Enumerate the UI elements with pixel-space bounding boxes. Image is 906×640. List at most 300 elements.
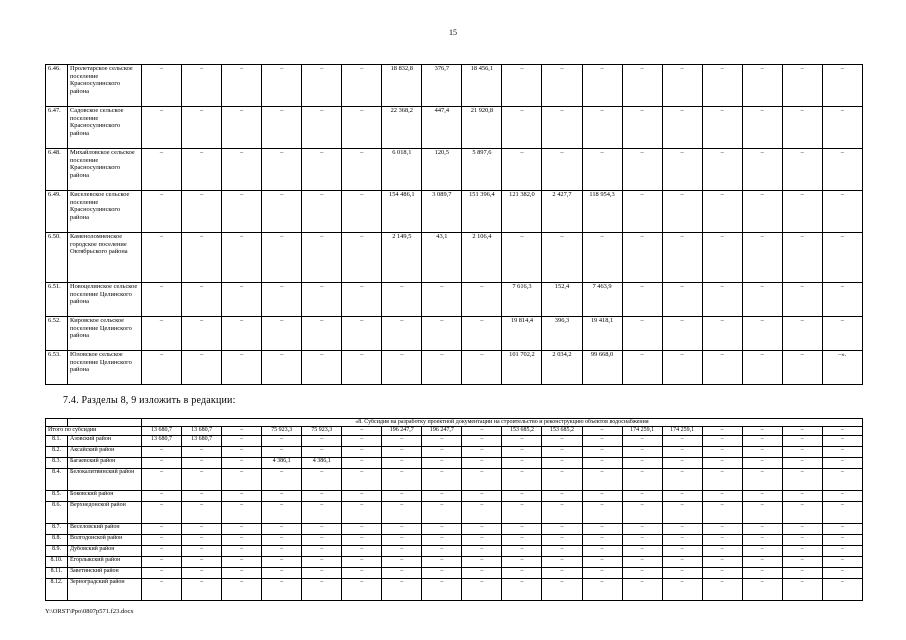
value-cell: – bbox=[742, 317, 782, 351]
value-cell: – bbox=[582, 556, 622, 567]
total-value-cell: 75 923,3 bbox=[302, 427, 342, 435]
file-path-footer: Y:\ORST\Ppo\0807p571.f23.docx bbox=[45, 608, 134, 615]
row-number: 6.49. bbox=[46, 191, 68, 233]
value-cell: – bbox=[622, 501, 662, 523]
value-cell: – bbox=[142, 545, 182, 556]
value-cell: – bbox=[662, 435, 702, 446]
district-name: Боковский район bbox=[68, 490, 142, 501]
subsidy-table bbox=[45, 418, 863, 601]
value-cell: – bbox=[702, 523, 742, 534]
total-value-cell: – bbox=[462, 427, 502, 435]
value-cell: – bbox=[822, 435, 862, 446]
value-cell: – bbox=[382, 578, 422, 600]
value-cell: –». bbox=[822, 351, 862, 385]
value-cell: – bbox=[142, 501, 182, 523]
value-cell: 2 106,4 bbox=[462, 233, 502, 283]
value-cell: – bbox=[782, 556, 822, 567]
table-row bbox=[46, 233, 863, 283]
row-number: 8.4. bbox=[46, 468, 68, 490]
value-cell: – bbox=[662, 523, 702, 534]
value-cell: – bbox=[622, 556, 662, 567]
value-cell: – bbox=[262, 233, 302, 283]
value-cell: – bbox=[582, 468, 622, 490]
table-row bbox=[46, 446, 863, 457]
value-cell: – bbox=[502, 490, 542, 501]
value-cell: – bbox=[142, 107, 182, 149]
value-cell: – bbox=[622, 446, 662, 457]
value-cell: – bbox=[662, 545, 702, 556]
value-cell: – bbox=[302, 317, 342, 351]
total-value-cell: 13 680,7 bbox=[142, 427, 182, 435]
value-cell: 396,3 bbox=[542, 317, 582, 351]
value-cell: – bbox=[422, 490, 462, 501]
value-cell: – bbox=[702, 534, 742, 545]
value-cell: – bbox=[822, 490, 862, 501]
value-cell: – bbox=[182, 490, 222, 501]
value-cell: – bbox=[262, 556, 302, 567]
value-cell: – bbox=[622, 107, 662, 149]
total-value-cell: 174 259,1 bbox=[622, 427, 662, 435]
value-cell: – bbox=[142, 534, 182, 545]
value-cell: – bbox=[782, 523, 822, 534]
value-cell: – bbox=[142, 283, 182, 317]
value-cell: – bbox=[542, 446, 582, 457]
value-cell: – bbox=[662, 65, 702, 107]
value-cell: – bbox=[142, 446, 182, 457]
total-row bbox=[46, 427, 863, 435]
value-cell: – bbox=[462, 468, 502, 490]
value-cell: – bbox=[502, 149, 542, 191]
value-cell: – bbox=[422, 446, 462, 457]
value-cell: 2 427,7 bbox=[542, 191, 582, 233]
value-cell: – bbox=[502, 65, 542, 107]
value-cell: – bbox=[382, 457, 422, 468]
value-cell: – bbox=[742, 191, 782, 233]
value-cell: – bbox=[782, 283, 822, 317]
value-cell: 18 832,8 bbox=[382, 65, 422, 107]
value-cell: – bbox=[222, 107, 262, 149]
value-cell: – bbox=[622, 545, 662, 556]
settlement-name: Кировское сельское поселение Целинского района bbox=[68, 317, 142, 351]
value-cell: – bbox=[822, 446, 862, 457]
value-cell: – bbox=[302, 578, 342, 600]
value-cell: – bbox=[422, 317, 462, 351]
value-cell: – bbox=[222, 501, 262, 523]
value-cell: – bbox=[502, 457, 542, 468]
value-cell: – bbox=[582, 107, 622, 149]
value-cell: – bbox=[702, 351, 742, 385]
value-cell: – bbox=[702, 545, 742, 556]
total-value-cell: 75 923,3 bbox=[262, 427, 302, 435]
value-cell: – bbox=[182, 468, 222, 490]
value-cell: – bbox=[502, 468, 542, 490]
total-value-cell: 196 247,7 bbox=[422, 427, 462, 435]
value-cell: – bbox=[702, 191, 742, 233]
value-cell: – bbox=[742, 567, 782, 578]
value-cell: – bbox=[262, 65, 302, 107]
value-cell: – bbox=[142, 523, 182, 534]
total-value-cell: 153 685,2 bbox=[502, 427, 542, 435]
value-cell: 13 680,7 bbox=[182, 435, 222, 446]
total-value-cell: 153 685,2 bbox=[542, 427, 582, 435]
row-number: 8.11. bbox=[46, 567, 68, 578]
value-cell: – bbox=[822, 578, 862, 600]
settlement-name: Юловское сельское поселение Целинского района bbox=[68, 351, 142, 385]
settlement-name: Каменоломненское городское поселение Октябрьского района bbox=[68, 233, 142, 283]
value-cell: – bbox=[142, 556, 182, 567]
value-cell: – bbox=[382, 501, 422, 523]
table-row bbox=[46, 351, 863, 385]
value-cell: – bbox=[182, 351, 222, 385]
row-number: 6.51. bbox=[46, 283, 68, 317]
row-number: 8.1. bbox=[46, 435, 68, 446]
row-number: 6.47. bbox=[46, 107, 68, 149]
value-cell: – bbox=[662, 191, 702, 233]
value-cell: – bbox=[182, 545, 222, 556]
value-cell: – bbox=[622, 65, 662, 107]
value-cell: – bbox=[422, 534, 462, 545]
row-number: 8.7. bbox=[46, 523, 68, 534]
value-cell: – bbox=[222, 556, 262, 567]
value-cell: – bbox=[782, 191, 822, 233]
value-cell: – bbox=[702, 149, 742, 191]
value-cell: – bbox=[302, 534, 342, 545]
district-name: Дубовский район bbox=[68, 545, 142, 556]
value-cell: – bbox=[302, 435, 342, 446]
value-cell: – bbox=[662, 457, 702, 468]
value-cell: 6 018,1 bbox=[382, 149, 422, 191]
value-cell: – bbox=[422, 523, 462, 534]
value-cell: – bbox=[182, 149, 222, 191]
value-cell: – bbox=[742, 578, 782, 600]
value-cell: – bbox=[622, 457, 662, 468]
value-cell: – bbox=[542, 490, 582, 501]
value-cell: – bbox=[302, 107, 342, 149]
value-cell: – bbox=[222, 545, 262, 556]
value-cell: – bbox=[622, 490, 662, 501]
value-cell: – bbox=[582, 578, 622, 600]
value-cell: – bbox=[582, 545, 622, 556]
row-number: 6.52. bbox=[46, 317, 68, 351]
table-row bbox=[46, 490, 863, 501]
value-cell: – bbox=[662, 534, 702, 545]
value-cell: 118 954,3 bbox=[582, 191, 622, 233]
total-value-cell: – bbox=[742, 427, 782, 435]
value-cell: – bbox=[342, 501, 382, 523]
value-cell: – bbox=[262, 191, 302, 233]
district-name: Аксайский район bbox=[68, 446, 142, 457]
value-cell: – bbox=[382, 523, 422, 534]
value-cell: – bbox=[622, 283, 662, 317]
table-row bbox=[46, 457, 863, 468]
table-row bbox=[46, 283, 863, 317]
value-cell: – bbox=[422, 578, 462, 600]
value-cell: – bbox=[142, 191, 182, 233]
value-cell: – bbox=[822, 523, 862, 534]
value-cell: – bbox=[622, 468, 662, 490]
value-cell: – bbox=[502, 578, 542, 600]
value-cell: – bbox=[182, 556, 222, 567]
value-cell: – bbox=[462, 567, 502, 578]
value-cell: – bbox=[182, 578, 222, 600]
district-name: Зерноградский район bbox=[68, 578, 142, 600]
table-row bbox=[46, 578, 863, 600]
value-cell: – bbox=[142, 567, 182, 578]
district-name: Белокалитвинский район bbox=[68, 468, 142, 490]
value-cell: 19 418,1 bbox=[582, 317, 622, 351]
value-cell: – bbox=[462, 578, 502, 600]
value-cell: – bbox=[822, 107, 862, 149]
value-cell: – bbox=[502, 107, 542, 149]
value-cell: 447,4 bbox=[422, 107, 462, 149]
settlement-name: Киселевское сельское поселение Красносулинского района bbox=[68, 191, 142, 233]
value-cell: – bbox=[222, 490, 262, 501]
value-cell: – bbox=[622, 567, 662, 578]
value-cell: – bbox=[142, 233, 182, 283]
value-cell: – bbox=[542, 149, 582, 191]
value-cell: – bbox=[742, 523, 782, 534]
value-cell: – bbox=[302, 501, 342, 523]
value-cell: – bbox=[622, 191, 662, 233]
value-cell: – bbox=[662, 490, 702, 501]
value-cell: – bbox=[542, 107, 582, 149]
value-cell: – bbox=[702, 578, 742, 600]
value-cell: – bbox=[582, 501, 622, 523]
row-number: 8.8. bbox=[46, 534, 68, 545]
settlement-name: Пролетарское сельское поселение Красносулинского района bbox=[68, 65, 142, 107]
value-cell: 376,7 bbox=[422, 65, 462, 107]
value-cell: – bbox=[222, 65, 262, 107]
value-cell: – bbox=[222, 149, 262, 191]
value-cell: – bbox=[582, 233, 622, 283]
value-cell: – bbox=[422, 501, 462, 523]
value-cell: – bbox=[382, 490, 422, 501]
value-cell: – bbox=[222, 317, 262, 351]
value-cell: – bbox=[662, 351, 702, 385]
value-cell: – bbox=[502, 523, 542, 534]
value-cell: – bbox=[342, 317, 382, 351]
value-cell: – bbox=[822, 65, 862, 107]
value-cell: – bbox=[502, 545, 542, 556]
value-cell: – bbox=[502, 556, 542, 567]
value-cell: – bbox=[302, 545, 342, 556]
value-cell: – bbox=[262, 545, 302, 556]
value-cell: – bbox=[222, 523, 262, 534]
value-cell: – bbox=[302, 191, 342, 233]
value-cell: – bbox=[462, 556, 502, 567]
value-cell: – bbox=[302, 233, 342, 283]
value-cell: – bbox=[222, 446, 262, 457]
value-cell: – bbox=[782, 545, 822, 556]
value-cell: – bbox=[342, 191, 382, 233]
value-cell: – bbox=[702, 490, 742, 501]
value-cell: 120,5 bbox=[422, 149, 462, 191]
value-cell: – bbox=[222, 468, 262, 490]
value-cell: – bbox=[542, 523, 582, 534]
value-cell: – bbox=[782, 351, 822, 385]
value-cell: – bbox=[302, 490, 342, 501]
value-cell: 13 680,7 bbox=[142, 435, 182, 446]
value-cell: – bbox=[822, 233, 862, 283]
value-cell: – bbox=[662, 107, 702, 149]
value-cell: – bbox=[622, 523, 662, 534]
value-cell: – bbox=[782, 65, 822, 107]
value-cell: – bbox=[742, 233, 782, 283]
value-cell: – bbox=[182, 501, 222, 523]
value-cell: – bbox=[462, 501, 502, 523]
table-row bbox=[46, 317, 863, 351]
value-cell: – bbox=[702, 283, 742, 317]
value-cell: 22 368,2 bbox=[382, 107, 422, 149]
value-cell: – bbox=[462, 446, 502, 457]
value-cell: – bbox=[142, 490, 182, 501]
value-cell: – bbox=[422, 545, 462, 556]
value-cell: – bbox=[262, 501, 302, 523]
value-cell: – bbox=[542, 534, 582, 545]
value-cell: – bbox=[822, 149, 862, 191]
value-cell: – bbox=[662, 317, 702, 351]
value-cell: – bbox=[182, 567, 222, 578]
value-cell: – bbox=[822, 567, 862, 578]
value-cell: – bbox=[302, 446, 342, 457]
row-number: 6.46. bbox=[46, 65, 68, 107]
table-row bbox=[46, 501, 863, 523]
value-cell: – bbox=[182, 107, 222, 149]
value-cell: – bbox=[342, 534, 382, 545]
value-cell: – bbox=[582, 490, 622, 501]
table-row bbox=[46, 545, 863, 556]
value-cell: – bbox=[782, 468, 822, 490]
row-number: 6.50. bbox=[46, 233, 68, 283]
value-cell: – bbox=[182, 191, 222, 233]
value-cell: – bbox=[382, 534, 422, 545]
value-cell: – bbox=[622, 149, 662, 191]
value-cell: – bbox=[422, 567, 462, 578]
value-cell: – bbox=[662, 468, 702, 490]
value-cell: – bbox=[742, 556, 782, 567]
value-cell: – bbox=[822, 283, 862, 317]
value-cell: – bbox=[262, 567, 302, 578]
value-cell: – bbox=[622, 317, 662, 351]
value-cell: – bbox=[462, 534, 502, 545]
value-cell: – bbox=[622, 534, 662, 545]
value-cell: – bbox=[182, 446, 222, 457]
table-row bbox=[46, 534, 863, 545]
table-row bbox=[46, 556, 863, 567]
table-caption: «8. Субсидия на разработку проектной документации на строительство и реконструкцию объектов водоснабжения bbox=[142, 419, 863, 427]
value-cell: – bbox=[262, 107, 302, 149]
value-cell: – bbox=[542, 545, 582, 556]
value-cell: – bbox=[702, 317, 742, 351]
value-cell: – bbox=[222, 578, 262, 600]
value-cell: – bbox=[782, 501, 822, 523]
value-cell: – bbox=[582, 149, 622, 191]
value-cell: 99 668,0 bbox=[582, 351, 622, 385]
value-cell: – bbox=[182, 317, 222, 351]
total-value-cell: – bbox=[222, 427, 262, 435]
value-cell: – bbox=[662, 446, 702, 457]
value-cell: – bbox=[222, 191, 262, 233]
value-cell: – bbox=[782, 567, 822, 578]
row-number: 6.48. bbox=[46, 149, 68, 191]
value-cell: – bbox=[782, 534, 822, 545]
value-cell: – bbox=[222, 233, 262, 283]
value-cell: – bbox=[822, 501, 862, 523]
value-cell: – bbox=[702, 556, 742, 567]
value-cell: – bbox=[462, 457, 502, 468]
value-cell: – bbox=[262, 523, 302, 534]
value-cell: – bbox=[382, 446, 422, 457]
value-cell: – bbox=[142, 65, 182, 107]
value-cell: – bbox=[742, 446, 782, 457]
value-cell: – bbox=[582, 457, 622, 468]
settlement-name: Новоцелинское сельское поселение Целинского района bbox=[68, 283, 142, 317]
value-cell: – bbox=[382, 351, 422, 385]
value-cell: – bbox=[142, 457, 182, 468]
value-cell: – bbox=[542, 567, 582, 578]
value-cell: – bbox=[782, 233, 822, 283]
total-value-cell: 174 259,1 bbox=[662, 427, 702, 435]
value-cell: 4 386,1 bbox=[302, 457, 342, 468]
value-cell: – bbox=[502, 534, 542, 545]
value-cell: – bbox=[542, 556, 582, 567]
value-cell: – bbox=[702, 457, 742, 468]
value-cell: – bbox=[342, 468, 382, 490]
value-cell: – bbox=[382, 435, 422, 446]
value-cell: – bbox=[462, 435, 502, 446]
value-cell: – bbox=[462, 490, 502, 501]
value-cell: – bbox=[262, 446, 302, 457]
value-cell: – bbox=[502, 446, 542, 457]
value-cell: – bbox=[742, 283, 782, 317]
value-cell: – bbox=[702, 501, 742, 523]
value-cell: – bbox=[382, 545, 422, 556]
value-cell: – bbox=[462, 283, 502, 317]
table-row bbox=[46, 468, 863, 490]
value-cell: – bbox=[182, 534, 222, 545]
value-cell: – bbox=[462, 351, 502, 385]
total-value-cell: – bbox=[822, 427, 862, 435]
value-cell: – bbox=[422, 435, 462, 446]
district-name: Азовский район bbox=[68, 435, 142, 446]
row-number: 8.6. bbox=[46, 501, 68, 523]
value-cell: – bbox=[502, 233, 542, 283]
value-cell: – bbox=[462, 317, 502, 351]
value-cell: – bbox=[582, 523, 622, 534]
table-row bbox=[46, 65, 863, 107]
value-cell: – bbox=[782, 490, 822, 501]
value-cell: – bbox=[222, 283, 262, 317]
value-cell: – bbox=[662, 501, 702, 523]
value-cell: – bbox=[422, 556, 462, 567]
value-cell: – bbox=[702, 468, 742, 490]
table-caption-row bbox=[46, 419, 863, 427]
value-cell: – bbox=[302, 283, 342, 317]
table-row bbox=[46, 435, 863, 446]
value-cell: – bbox=[742, 65, 782, 107]
value-cell: 4 386,1 bbox=[262, 457, 302, 468]
row-number: 8.12. bbox=[46, 578, 68, 600]
table-row bbox=[46, 107, 863, 149]
value-cell: – bbox=[782, 578, 822, 600]
value-cell: – bbox=[262, 468, 302, 490]
value-cell: – bbox=[702, 65, 742, 107]
value-cell: – bbox=[622, 351, 662, 385]
value-cell: 151 396,4 bbox=[462, 191, 502, 233]
value-cell: – bbox=[742, 149, 782, 191]
total-value-cell: – bbox=[342, 427, 382, 435]
value-cell: – bbox=[262, 534, 302, 545]
